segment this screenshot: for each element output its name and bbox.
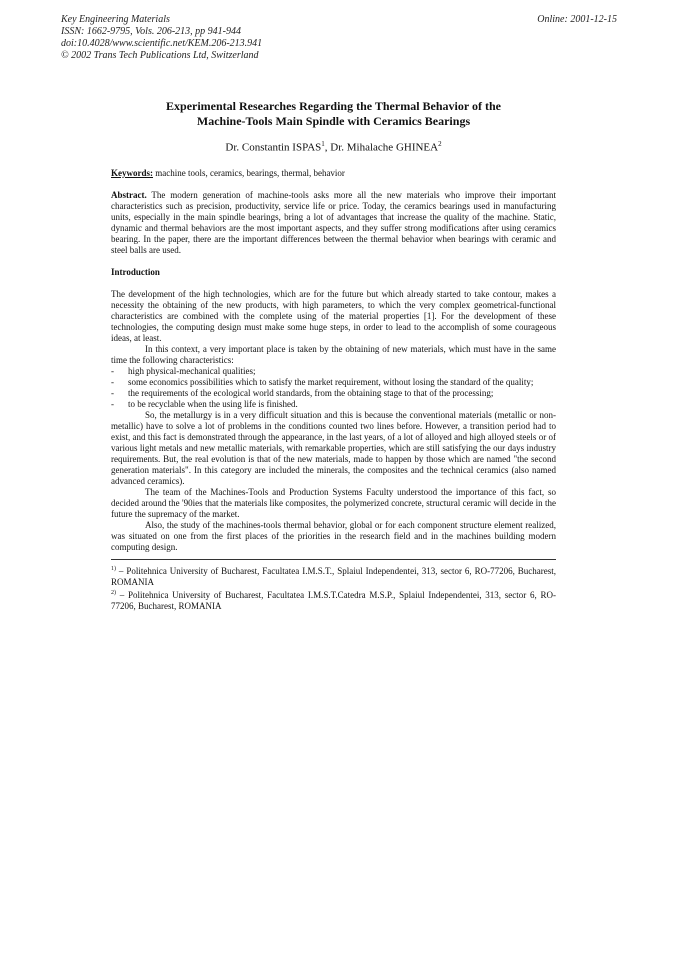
author-list [111,139,556,154]
footnote-2 [111,588,556,612]
journal-name: Key Engineering Materials [61,14,170,25]
footnote-1-mark: 1) [111,565,116,572]
list-item: - to be recyclable when the using life is finished. [111,399,556,410]
online-date: Online: 2001-12-15 [537,14,617,25]
footnote-1-text: – Politehnica University of Bucharest, Facultatea I.M.S.T., Splaiul Independentei, 313, sector 6, RO-77206, Bucharest, ROMANIA [111,565,556,587]
abstract [111,190,556,256]
abstract-label: Abstract. [111,189,147,200]
copyright-line: © 2002 Trans Tech Publications Ltd, Switzerland [61,50,259,61]
author-separator: , [324,141,331,154]
intro-paragraph-2: In this context, a very important place is taken by the obtaining of new materials, which must have in the same time the following characteristics: [111,343,556,365]
journal-header [61,14,617,62]
list-item: - high physical-mechanical qualities; [111,366,556,377]
title-line-1: Experimental Researches Regarding the Thermal Behavior of the [166,99,501,113]
list-item: - some economics possibilities which to satisfy the market requirement, without losing the standard of the quality; [111,377,556,388]
paper-title [111,99,556,129]
footnote-2-mark: 2) [111,589,116,596]
paper-body [111,99,556,612]
characteristics-list [111,366,556,410]
abstract-text: The modern generation of machine-tools asks more all the new materials who improve their important characteristics such as precision, productivity, service life or price. Today, the ceramics bearings used in manufacturing units, especially in the main spindle bearings, bring a lot of advantages that increase the quality of the machine. Static, dynamic and thermal behaviors are the most important aspects, and they suffer strong modifications after using ceramics bearing. In the paper, there are the important differences between the thermal behavior when bearings with ceramic and steel balls are used. [111,189,556,255]
intro-paragraph-3: So, the metallurgy is in a very difficult situation and this is because the conventional materials (metallic or non-metallic) have to solve a lot of problems in the conditions counted two lines before. However, a transition period had to exist, and this fact is demonstrated through the appearance, in the last years, of a lot of alloyed and high alloyed steels or of various light metals and new metallic materials, with remarkable properties, which are still satisfying the our days industry requirements. But, the real evolution is that of the new materials, made to happen by those which are named "the second generation materials". In this category are included the minerals, the composites and the technical ceramics (also named advanced ceramics). [111,409,556,486]
intro-paragraph-1: The development of the high technologies, which are for the future but which already started to take contour, makes a necessity the obtaining of the new products, with high parameters, to which the very complex geometrical-functional characteristics are combined with the complete using of the material properties [1]. For the development of these technologies, the computing design must make some huge steps, in order to lead to the accomplish of some courageous ideas, at least. [111,288,556,343]
footnote-2-text: – Politehnica University of Bucharest, Facultatea I.M.S.T.Catedra M.S.P., Splaiul Independentei, 313, sector 6, RO-77206, Bucharest, ROMANIA [111,589,556,611]
keywords-label: Keywords: [111,167,153,178]
keywords [111,168,556,179]
list-item: - the requirements of the ecological world standards, from the obtaining stage to that of the processing; [111,388,556,399]
footnote-1 [111,564,556,588]
keywords-text: machine tools, ceramics, bearings, thermal, behavior [153,167,345,178]
doi-line: doi:10.4028/www.scientific.net/KEM.206-213.941 [61,38,263,49]
intro-paragraph-4: The team of the Machines-Tools and Production Systems Faculty understood the importance of this fact, so decided around the '90ies that the materials like composites, the polymerized concrete, structural ceramic will decide in the future the supremacy of the market. [111,486,556,519]
author-2-affiliation-mark: 2 [438,140,442,148]
issn-line: ISSN: 1662-9795, Vols. 206-213, pp 941-944 [61,26,241,37]
intro-paragraph-5: Also, the study of the machines-tools thermal behavior, global or for each component structure element realized, was situated on one from the first places of the priorities in the research field and in the machines building modern computing design. [111,519,556,552]
footnote-divider [111,559,556,560]
author-1-affiliation-mark: 1 [321,140,325,148]
introduction-heading: Introduction [111,266,160,277]
author-2: Dr. Mihalache GHINEA [330,141,439,154]
author-1: Dr. Constantin ISPAS [225,141,322,154]
title-line-2: Machine-Tools Main Spindle with Ceramics Bearings [196,114,471,128]
